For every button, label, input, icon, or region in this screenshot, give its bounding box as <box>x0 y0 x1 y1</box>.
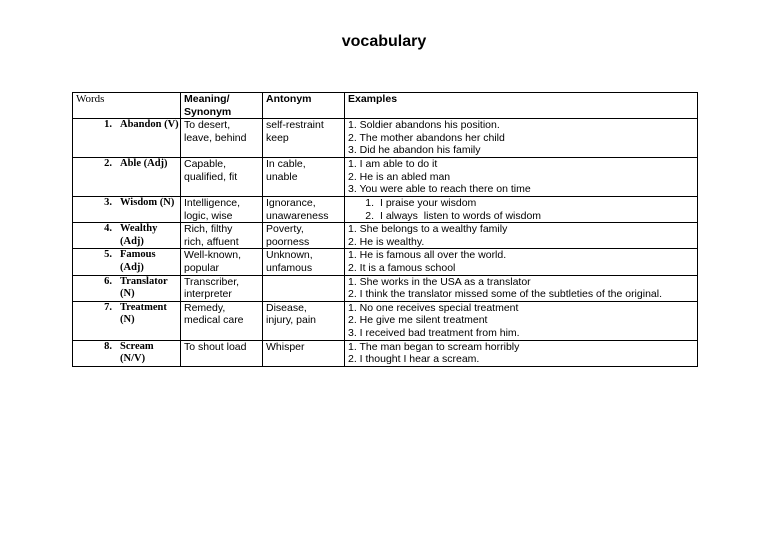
antonym-line: poorness <box>266 235 310 248</box>
table-row <box>73 223 698 249</box>
meaning-line: To shout load <box>184 340 247 353</box>
antonym-cell <box>263 275 345 301</box>
word-term: Abandon (V) <box>120 119 179 131</box>
example-line: 3. I received bad treatment from him. <box>348 326 520 339</box>
meaning-line: leave, behind <box>184 131 247 144</box>
word-part-of-speech: (N/V) <box>120 353 146 365</box>
antonym-cell <box>263 340 345 366</box>
antonym-line: Unknown, <box>266 249 313 262</box>
word-part-of-speech: (N) <box>120 314 135 326</box>
meaning-line: To desert, <box>184 119 231 132</box>
word-number: 8. <box>104 340 112 352</box>
example-line: 2. He is an abled man <box>348 170 451 183</box>
word-number: 1. <box>104 119 112 131</box>
example-number: 1. <box>365 196 374 209</box>
table-row <box>73 157 698 196</box>
word-term: Wisdom (N) <box>120 196 175 208</box>
word-number: 2. <box>104 157 112 169</box>
antonym-cell <box>263 196 345 222</box>
antonym-line: Ignorance, <box>266 196 316 209</box>
examples-cell <box>345 157 698 196</box>
word-cell <box>73 196 181 222</box>
table-row <box>73 301 698 340</box>
examples-cell <box>345 249 698 275</box>
antonym-line: keep <box>266 131 289 144</box>
antonym-line: unfamous <box>266 261 313 274</box>
table-header-row <box>73 93 698 119</box>
example-line: 1. Soldier abandons his position. <box>348 119 500 132</box>
antonym-line: unable <box>266 170 298 183</box>
header-words: Words <box>73 93 181 119</box>
word-number: 7. <box>104 301 112 313</box>
word-cell <box>73 340 181 366</box>
meaning-line: interpreter <box>184 288 232 301</box>
example-text: I praise your wisdom <box>380 196 477 209</box>
examples-cell <box>345 340 698 366</box>
word-cell <box>73 249 181 275</box>
header-meaning-line: Synonym <box>184 105 232 118</box>
examples-cell <box>345 301 698 340</box>
word-term: Treatment <box>120 301 167 313</box>
meaning-cell <box>181 340 263 366</box>
antonym-line: Whisper <box>266 340 305 353</box>
example-line <box>348 197 694 210</box>
meaning-cell <box>181 301 263 340</box>
meaning-line: Transcriber, <box>184 275 240 288</box>
example-line: 3. Did he abandon his family <box>348 144 481 157</box>
examples-cell <box>345 196 698 222</box>
example-line: 1. I am able to do it <box>348 157 438 170</box>
word-cell <box>73 119 181 158</box>
antonym-line: self-restraint <box>266 119 324 132</box>
example-line: 1. The man began to scream horribly <box>348 340 520 353</box>
antonym-cell <box>263 157 345 196</box>
meaning-cell <box>181 196 263 222</box>
example-line: 2. He is wealthy. <box>348 235 425 248</box>
word-part-of-speech: (N) <box>120 288 135 300</box>
table-row <box>73 275 698 301</box>
word-term: Translator <box>120 275 168 287</box>
word-cell <box>73 301 181 340</box>
example-number: 2. <box>365 209 374 222</box>
antonym-cell <box>263 223 345 249</box>
example-line: 1. She works in the USA as a translator <box>348 275 531 288</box>
word-term: Wealthy <box>120 223 158 235</box>
antonym-cell <box>263 249 345 275</box>
meaning-cell <box>181 157 263 196</box>
meaning-line: Well-known, <box>184 249 241 262</box>
meaning-cell <box>181 223 263 249</box>
example-text: I always listen to words of wisdom <box>380 209 542 222</box>
word-cell <box>73 157 181 196</box>
header-meaning <box>181 93 263 119</box>
table-row <box>73 119 698 158</box>
header-examples: Examples <box>345 93 698 119</box>
meaning-line: qualified, fit <box>184 170 238 183</box>
meaning-line: popular <box>184 261 220 274</box>
meaning-cell <box>181 119 263 158</box>
antonym-cell <box>263 301 345 340</box>
meaning-line: Intelligence, <box>184 196 241 209</box>
word-term: Famous <box>120 249 156 261</box>
word-part-of-speech: (Adj) <box>120 261 144 273</box>
example-line: 1. He is famous all over the world. <box>348 249 507 262</box>
word-part-of-speech: (Adj) <box>120 235 144 247</box>
meaning-line: Remedy, <box>184 301 226 314</box>
word-cell <box>73 223 181 249</box>
meaning-line: logic, wise <box>184 209 233 222</box>
example-line <box>348 210 694 223</box>
example-line: 1. She belongs to a wealthy family <box>348 223 508 236</box>
antonym-cell <box>263 119 345 158</box>
antonym-line: injury, pain <box>266 314 316 327</box>
meaning-line: medical care <box>184 314 244 327</box>
example-line: 2. He give me silent treatment <box>348 314 488 327</box>
word-number: 4. <box>104 223 112 235</box>
meaning-line: Capable, <box>184 157 227 170</box>
word-term: Able (Adj) <box>120 157 168 169</box>
word-cell <box>73 275 181 301</box>
examples-cell <box>345 275 698 301</box>
example-line: 2. The mother abandons her child <box>348 131 505 144</box>
meaning-cell <box>181 275 263 301</box>
word-number: 5. <box>104 249 112 261</box>
vocabulary-table <box>72 92 698 367</box>
word-term: Scream <box>120 340 154 352</box>
antonym-line: unawareness <box>266 209 329 222</box>
antonym-line: Disease, <box>266 301 307 314</box>
example-line: 2. I thought I hear a scream. <box>348 353 480 366</box>
meaning-line: Rich, filthy <box>184 223 233 236</box>
example-line: 3. You were able to reach there on time <box>348 183 531 196</box>
examples-cell <box>345 223 698 249</box>
table-row <box>73 340 698 366</box>
example-line: 1. No one receives special treatment <box>348 301 519 314</box>
example-line: 2. It is a famous school <box>348 261 456 274</box>
word-number: 6. <box>104 275 112 287</box>
example-line: 2. I think the translator missed some of the subtleties of the original. <box>348 288 662 301</box>
word-number: 3. <box>104 196 112 208</box>
table-row <box>73 196 698 222</box>
meaning-line: rich, affuent <box>184 235 239 248</box>
antonym-line: In cable, <box>266 157 306 170</box>
examples-cell <box>345 119 698 158</box>
table-row <box>73 249 698 275</box>
meaning-cell <box>181 249 263 275</box>
antonym-line: Poverty, <box>266 223 304 236</box>
header-antonym: Antonym <box>263 93 345 119</box>
header-meaning-line: Meaning/ <box>184 93 230 105</box>
document-title: vocabulary <box>341 33 427 50</box>
